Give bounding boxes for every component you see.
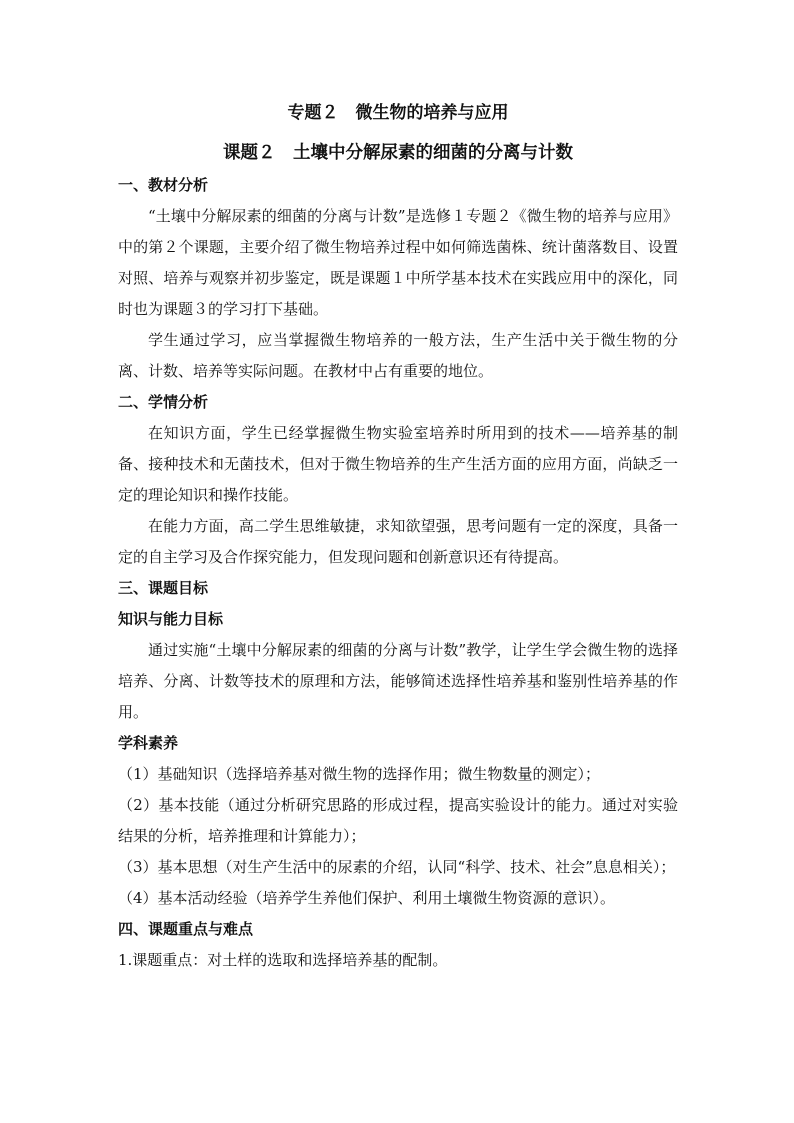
paragraph: 在知识方面，学生已经掌握微生物实验室培养时所用到的技术——培养基的制备、接种技术和无菌技术，但对于微生物培养的生产生活方面的应用方面，尚缺乏一定的理论知识和操作技能。 (118, 424, 678, 504)
paragraph: “土壤中分解尿素的细菌的分离与计数”是选修１专题２《微生物的培养与应用》中的第２个课题，主要介绍了微生物培养过程中如何筛选菌株、统计菌落数目、设置对照、培养与观察并初步鉴定，既是课题１中所学基本技术在实践应用中的深化，同时也为课题３的学习打下基础。 (118, 207, 678, 318)
subheading-knowledge-ability: 知识与能力目标 (118, 610, 224, 628)
section-heading-student-analysis: 二、学情分析 (118, 393, 209, 411)
subheading-subject-literacy: 学科素养 (118, 734, 179, 752)
document-title: 专题２ 微生物的培养与应用 (287, 103, 509, 123)
list-item: （1）基础知识（选择培养基对微生物的选择作用；微生物数量的测定）； (118, 765, 601, 783)
document-body (118, 100, 678, 976)
paragraph: 通过实施“土壤中分解尿素的细菌的分离与计数”教学，让学生学会微生物的选择培养、分离、计数等技术的原理和方法，能够简述选择性培养基和鉴别性培养基的作用。 (118, 641, 678, 721)
document-subtitle: 课题２ 土壤中分解尿素的细菌的分离与计数 (223, 143, 573, 163)
list-item: （3）基本思想（对生产生活中的尿素的介绍，认同“科学、技术、社会”息息相关）； (118, 858, 676, 876)
paragraph: 学生通过学习，应当掌握微生物培养的一般方法，生产生活中关于微生物的分离、计数、培养等实际问题。在教材中占有重要的地位。 (118, 331, 678, 380)
section-heading-textbook-analysis: 一、教材分析 (118, 176, 209, 194)
paragraph: 在能力方面，高二学生思维敏捷，求知欲望强，思考问题有一定的深度，具备一定的自主学习及合作探究能力，但发现问题和创新意识还有待提高。 (118, 517, 678, 566)
list-item: （2）基本技能（通过分析研究思路的形成过程，提高实验设计的能力。通过对实验结果的分析，培养推理和计算能力）； (118, 796, 678, 845)
list-item: （4）基本活动经验（培养学生养他们保护、利用土壤微生物资源的意识）。 (118, 889, 616, 907)
section-heading-key-points: 四、课题重点与难点 (118, 920, 254, 938)
list-item: 1.课题重点：对土样的选取和选择培养基的配制。 (118, 951, 448, 969)
section-heading-course-goals: 三、课题目标 (118, 579, 209, 597)
